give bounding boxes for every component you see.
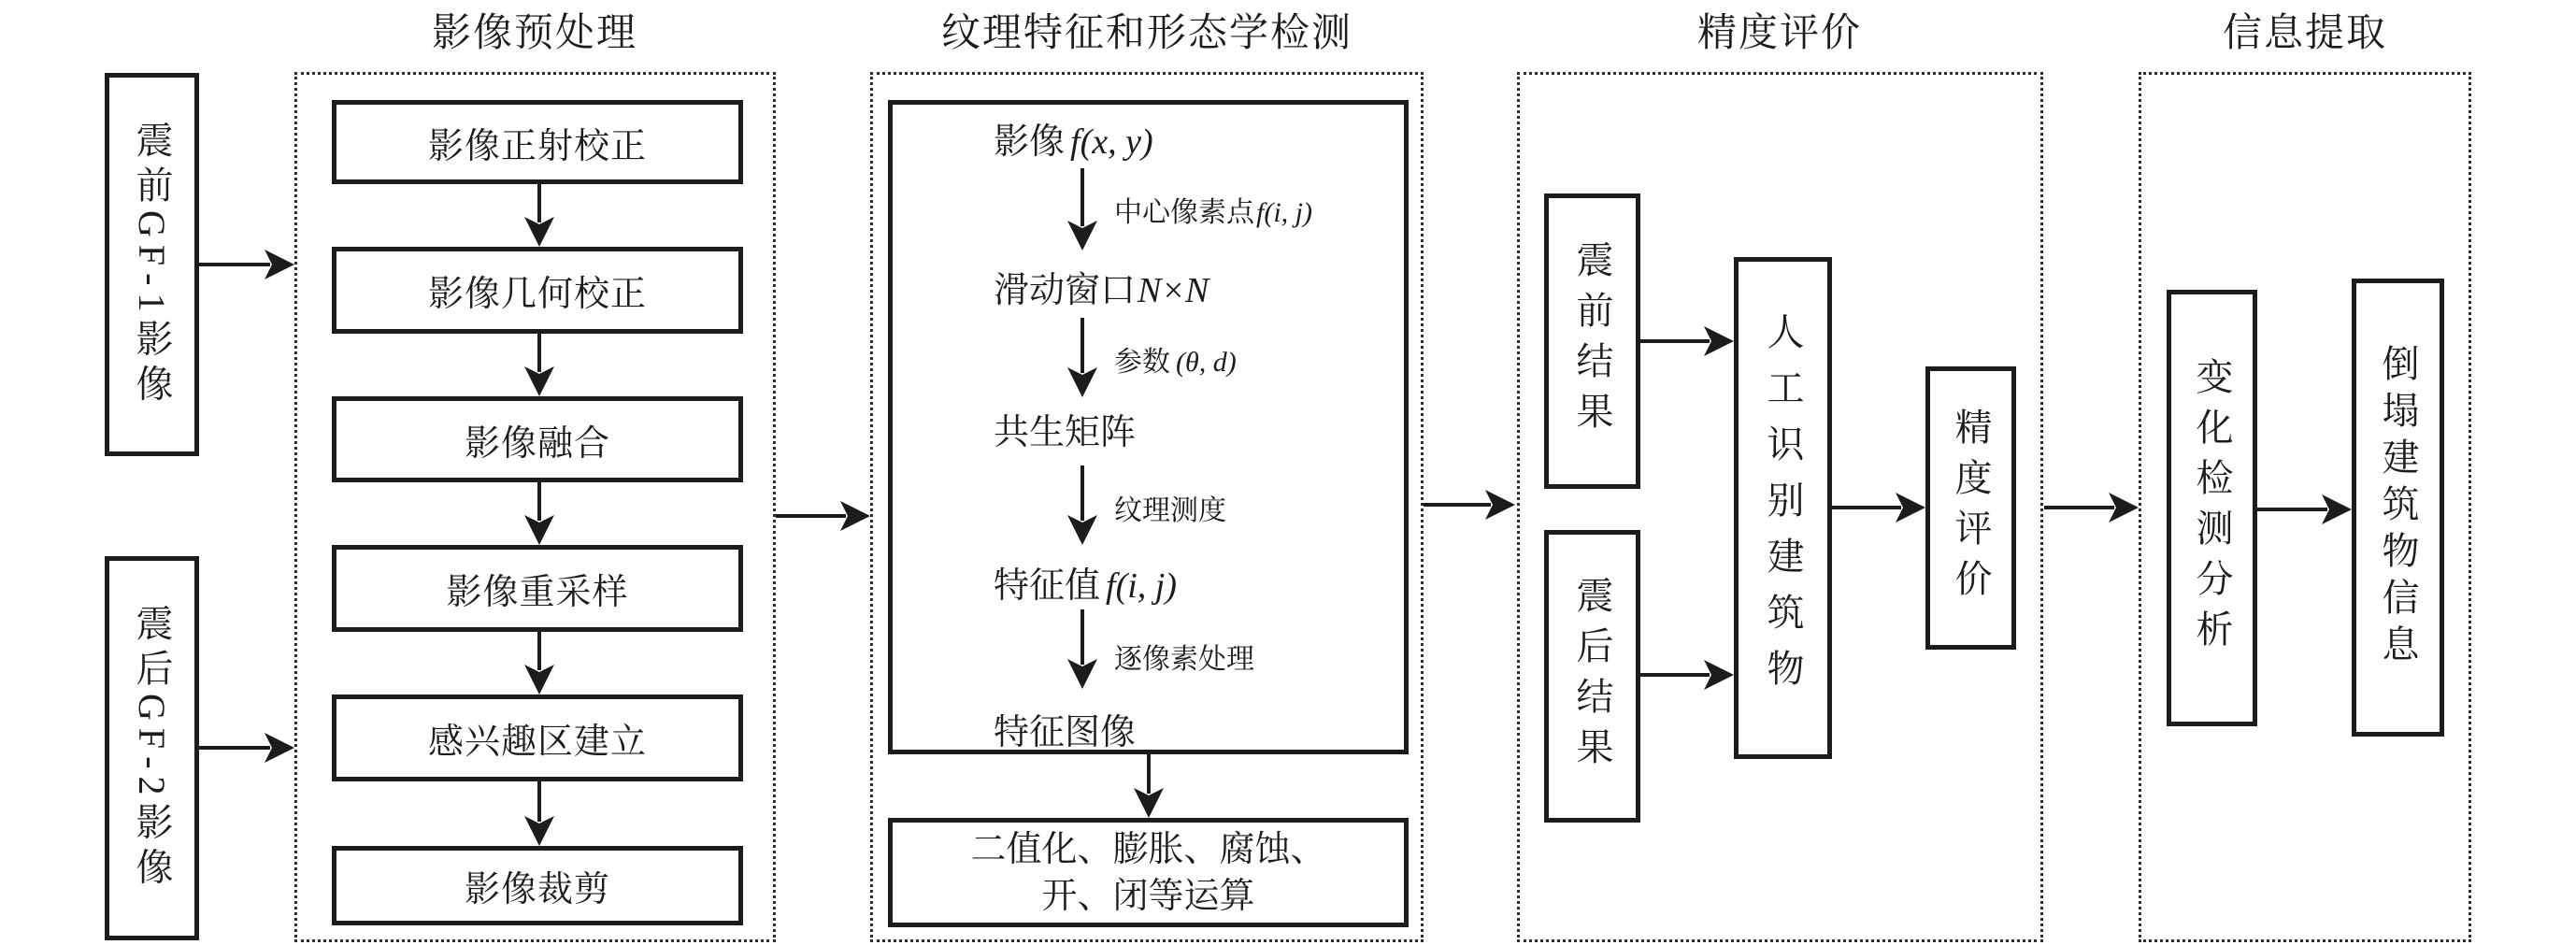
stage-title-accuracy: 精度评价 <box>1696 12 1863 55</box>
step-box-image-clipping <box>332 846 743 925</box>
chain-item-math: f(x, y) <box>1070 122 1153 162</box>
arrow-pre-input-to-preprocessing <box>198 250 294 279</box>
step-label: 影像几何校正 <box>427 275 647 314</box>
morphology-box <box>888 818 1409 927</box>
chain-label-math: (θ, d) <box>1176 347 1237 378</box>
chain-label-cjk: 逐像素处理 <box>1114 644 1254 675</box>
arrow-post-result-to-manual <box>1640 660 1734 690</box>
arrow-feature-to-morphology <box>1134 754 1164 818</box>
chain-item-cjk: 特征图像 <box>994 713 1137 752</box>
result-box-post-label: 震后结果 <box>1571 575 1613 778</box>
arrow-change-to-collapsed <box>2257 494 2352 524</box>
stage-title-preprocessing: 影像预处理 <box>431 12 638 55</box>
step-box-geometric-correction <box>332 247 743 334</box>
arrow-chain-1 <box>1067 168 1097 251</box>
arrow-chain-3 <box>1067 465 1097 545</box>
chain-label-cjk: 中心像素点 <box>1114 197 1254 228</box>
collapsed-info-label: 倒塌建筑物信息 <box>2377 344 2419 671</box>
chain-item-feature-value <box>994 556 1177 608</box>
chain-label-parameters <box>1114 338 1237 379</box>
step-label: 影像裁剪 <box>464 870 610 909</box>
step-label: 感兴趣区建立 <box>427 723 647 762</box>
chain-item-math: f(i, j) <box>1106 566 1177 606</box>
step-box-image-fusion <box>332 396 743 482</box>
chain-item-cjk: 影像 <box>994 122 1066 162</box>
manual-identify-label: 人工识别建筑物 <box>1762 311 1804 705</box>
arrow-step3-to-step4 <box>524 482 554 545</box>
chain-item-cjk: 滑动窗口 <box>994 271 1137 310</box>
morphology-line-1: 二值化、膨胀、腐蚀、 <box>970 829 1326 869</box>
chain-label-math: f(i, j) <box>1256 197 1312 228</box>
step-box-roi-setup <box>332 694 743 781</box>
change-analysis-label: 变化检测分析 <box>2191 356 2233 660</box>
chain-label-texture-measure <box>1114 487 1226 528</box>
step-label: 影像重采样 <box>446 573 629 612</box>
chain-label-cjk: 纹理测度 <box>1114 495 1226 526</box>
stage-title-texture: 纹理特征和形态学检测 <box>940 12 1353 55</box>
result-box-post <box>1544 530 1640 823</box>
step-label: 影像正射校正 <box>427 126 647 166</box>
change-analysis-box <box>2167 290 2257 726</box>
stage-title-extraction: 信息提取 <box>2222 12 2388 55</box>
chain-item-math: N×N <box>1138 271 1209 310</box>
arrow-step4-to-step5 <box>524 632 554 694</box>
morphology-line-2: 开、闭等运算 <box>1041 876 1255 916</box>
result-box-pre-label: 震前结果 <box>1571 240 1613 442</box>
accuracy-evaluate-box <box>1925 366 2016 650</box>
input-box-post-gf2-label: 震后GF-2影像 <box>131 604 173 893</box>
chain-label-cjk: 参数 <box>1114 347 1170 378</box>
arrow-step2-to-step3 <box>524 334 554 396</box>
step-box-ortho-correction <box>332 100 743 184</box>
chain-item-sliding-window <box>994 261 1209 312</box>
accuracy-evaluate-label: 精度评价 <box>1950 407 1992 609</box>
arrow-pre-result-to-manual <box>1640 326 1734 356</box>
manual-identify-box <box>1734 257 1832 759</box>
input-box-pre-gf1 <box>105 73 199 456</box>
step-box-resampling <box>332 545 743 632</box>
arrow-step1-to-step2 <box>524 184 554 247</box>
arrow-manual-to-evaluate <box>1832 493 1925 523</box>
collapsed-info-box <box>2352 279 2444 737</box>
arrow-post-input-to-preprocessing <box>198 733 294 763</box>
input-box-post-gf2 <box>105 556 199 940</box>
result-box-pre <box>1544 193 1640 489</box>
chain-label-per-pixel <box>1114 636 1254 677</box>
chain-label-center-pixel <box>1114 189 1312 230</box>
step-label: 影像融合 <box>464 423 610 464</box>
arrow-chain-4 <box>1067 609 1097 689</box>
input-box-pre-gf1-label: 震前GF-1影像 <box>131 120 173 409</box>
arrow-chain-2 <box>1067 318 1097 397</box>
arrow-accuracy-to-extraction <box>2044 493 2139 523</box>
chain-item-cjk: 特征值 <box>994 566 1101 606</box>
arrow-preprocessing-to-texture <box>776 501 870 531</box>
chain-item-image-fxy <box>994 112 1153 164</box>
chain-item-cooccurrence-matrix <box>994 403 1136 454</box>
chain-item-cjk: 共生矩阵 <box>994 413 1137 452</box>
chain-item-feature-image <box>994 703 1136 754</box>
arrow-step5-to-step6 <box>524 781 554 846</box>
arrow-texture-to-accuracy <box>1424 490 1515 520</box>
